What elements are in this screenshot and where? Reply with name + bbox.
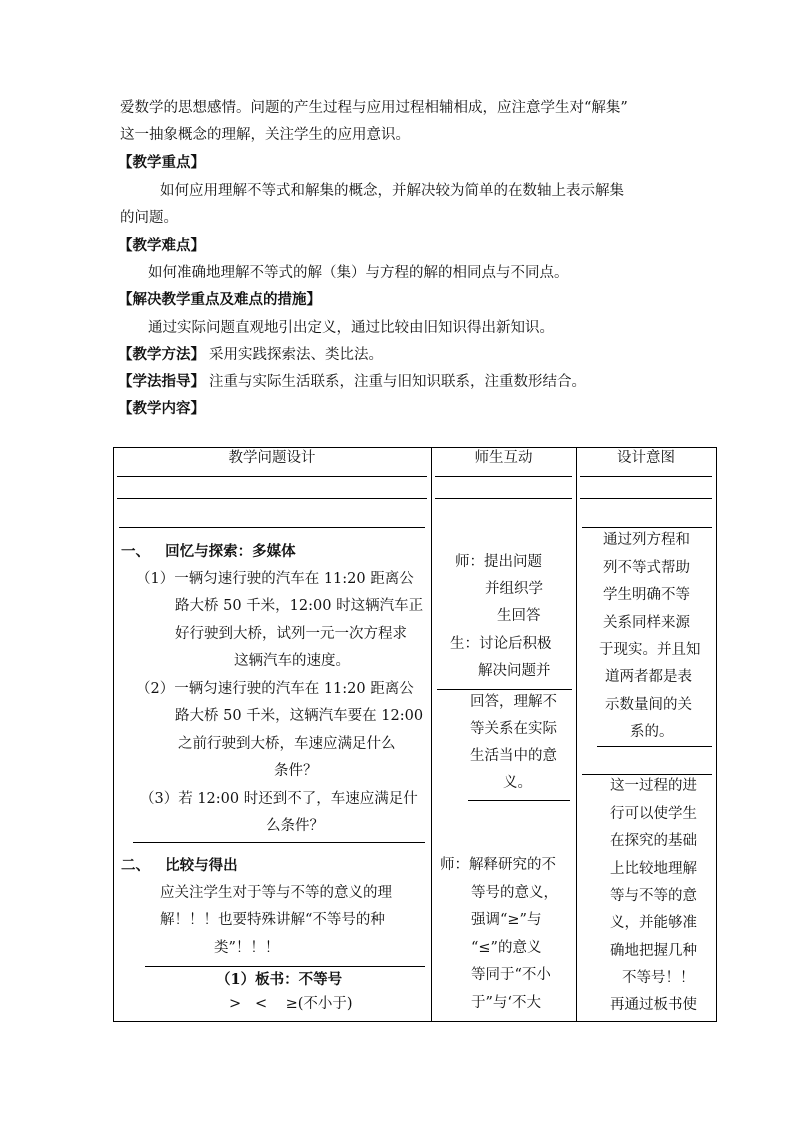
section-2-text-3: 类”！！！ [214, 940, 280, 956]
guide-text: 注重与实际生活联系，注重与旧知识联系，注重数形结合。 [209, 374, 586, 390]
inequality-symbols: > < ≥(不小于) [229, 996, 353, 1012]
table-col-divider-1 [431, 447, 432, 1022]
inner-rule [117, 476, 427, 477]
interaction-3-line-6: 于”与‘不大 [471, 995, 542, 1011]
guide-heading: 【学法指导】 [118, 373, 205, 390]
interaction-1-line-2: 并组织学 [485, 581, 543, 597]
interaction-2-line-2: 等关系在实际 [470, 721, 557, 737]
intent-2-line-4: 上比较地理解 [610, 861, 697, 877]
inner-rule [133, 842, 425, 843]
content-heading: 【教学内容】 [118, 400, 205, 417]
method-row [118, 345, 383, 365]
inner-rule [597, 746, 712, 747]
section-2-text-1: 应关注学生对于等与不等的意义的理 [160, 885, 392, 901]
question-1-line-3: 好行驶到大桥，试列一元一次方程求 [175, 626, 407, 642]
interaction-1-line-4: 生：讨论后积极 [450, 636, 552, 652]
intent-1-line-7: 示数量间的关 [605, 697, 692, 713]
question-1-line-1: （1）一辆匀速行驶的汽车在 11:20 距离公 [136, 571, 414, 587]
intro-line-2: 这一抽象概念的理解，关注学生的应用意识。 [120, 127, 410, 143]
interaction-2-line-1: 回答，理解不 [470, 694, 557, 710]
key-points-line-1: 如何应用理解不等式和解集的概念，并解决较为简单的在数轴上表示解集 [160, 183, 624, 199]
inner-rule [435, 476, 572, 477]
method-heading: 【教学方法】 [118, 346, 205, 363]
section-2-title: 二、 比较与得出 [121, 857, 238, 874]
intent-1-line-4: 关系同样来源 [603, 615, 690, 631]
intent-2-line-9: 再通过板书使 [610, 997, 697, 1013]
intent-1-line-2: 列不等式帮助 [603, 560, 690, 576]
inner-rule [117, 498, 427, 499]
interaction-3-line-5: 等同于“不小 [471, 967, 551, 983]
board-title: （1）板书：不等号 [216, 971, 343, 988]
question-3-line-2: 么条件？ [266, 818, 324, 834]
key-points-heading: 【教学重点】 [118, 154, 205, 171]
question-2-line-4: 条件？ [274, 763, 318, 779]
intro-line-1: 爱数学的思想感情。问题的产生过程与应用过程相辅相成，应注意学生对“解集” [120, 100, 628, 116]
intent-2-line-1: 这一过程的进 [610, 778, 697, 794]
intent-1-line-5: 于现实。并且知 [599, 642, 701, 658]
intent-2-line-7: 确地把握几种 [610, 943, 697, 959]
intent-2-line-8: 不等号！！ [622, 970, 695, 986]
guide-row [118, 372, 586, 392]
question-2-line-3: 之前行驶到大桥，车速应满足什么 [178, 736, 396, 752]
header-interaction: 师生互动 [474, 450, 533, 466]
interaction-3-line-1: 师：解释研究的不 [440, 857, 556, 873]
table-left-border [113, 447, 114, 1022]
question-1-line-2: 路大桥 50 千米，12:00 时这辆汽车正 [175, 598, 424, 614]
table-col-divider-2 [576, 447, 577, 1022]
difficulties-heading: 【教学难点】 [118, 237, 205, 254]
table-bottom-border [113, 1021, 716, 1022]
question-2-line-1: （2）一辆匀速行驶的汽车在 11:20 距离公 [136, 681, 414, 697]
intent-2-line-3: 在探究的基础 [610, 833, 697, 849]
interaction-3-line-4: “≤”的意义 [471, 940, 542, 956]
question-2-line-2: 路大桥 50 千米，这辆汽车要在 12:00 [175, 708, 424, 724]
intent-1-line-1: 通过列方程和 [603, 532, 690, 548]
key-points-line-2: 的问题。 [120, 210, 178, 226]
measures-heading: 【解决教学重点及难点的措施】 [118, 291, 321, 308]
interaction-1-line-5: 解决问题并 [478, 663, 551, 679]
question-3-line-1: （3）若 12:00 时还到不了，车速应满足什 [140, 791, 418, 807]
inner-rule [435, 498, 572, 499]
question-1-line-4: 这辆汽车的速度。 [234, 653, 350, 669]
section-2-text-2: 解！！！也要特殊讲解“不等号的种 [160, 912, 385, 928]
interaction-2-line-3: 生活当中的意 [470, 748, 557, 764]
interaction-3-line-3: 强调“≥”与 [471, 912, 542, 928]
interaction-1-line-3: 生回答 [497, 608, 541, 624]
inner-rule [468, 800, 570, 801]
intent-2-line-6: 义，并能够准 [610, 915, 697, 931]
section-1-title: 一、 回忆与探索：多媒体 [121, 543, 296, 560]
interaction-3-line-2: 等号的意义， [471, 885, 558, 901]
table-right-border [716, 447, 717, 1022]
interaction-2-line-4: 义。 [503, 775, 532, 791]
intent-1-line-6: 道两者都是表 [605, 669, 692, 685]
measures-line: 通过实际问题直观地引出定义，通过比较由旧知识得出新知识。 [148, 320, 554, 336]
intent-2-line-2: 行可以使学生 [610, 806, 697, 822]
interaction-1-line-1: 师：提出问题 [455, 554, 542, 570]
intent-1-line-8: 系的。 [630, 724, 674, 740]
header-intent: 设计意图 [617, 450, 675, 466]
difficulties-line: 如何准确地理解不等式的解（集）与方程的解的相同点与不同点。 [148, 265, 569, 281]
header-problem-design: 教学问题设计 [228, 450, 316, 466]
method-text: 采用实践探索法、类比法。 [209, 347, 383, 363]
inner-rule [580, 476, 712, 477]
intent-2-line-5: 等与不等的意 [610, 888, 697, 904]
intent-1-line-3: 学生明确不等 [603, 587, 690, 603]
inner-rule [119, 527, 425, 528]
inner-rule [580, 498, 712, 499]
